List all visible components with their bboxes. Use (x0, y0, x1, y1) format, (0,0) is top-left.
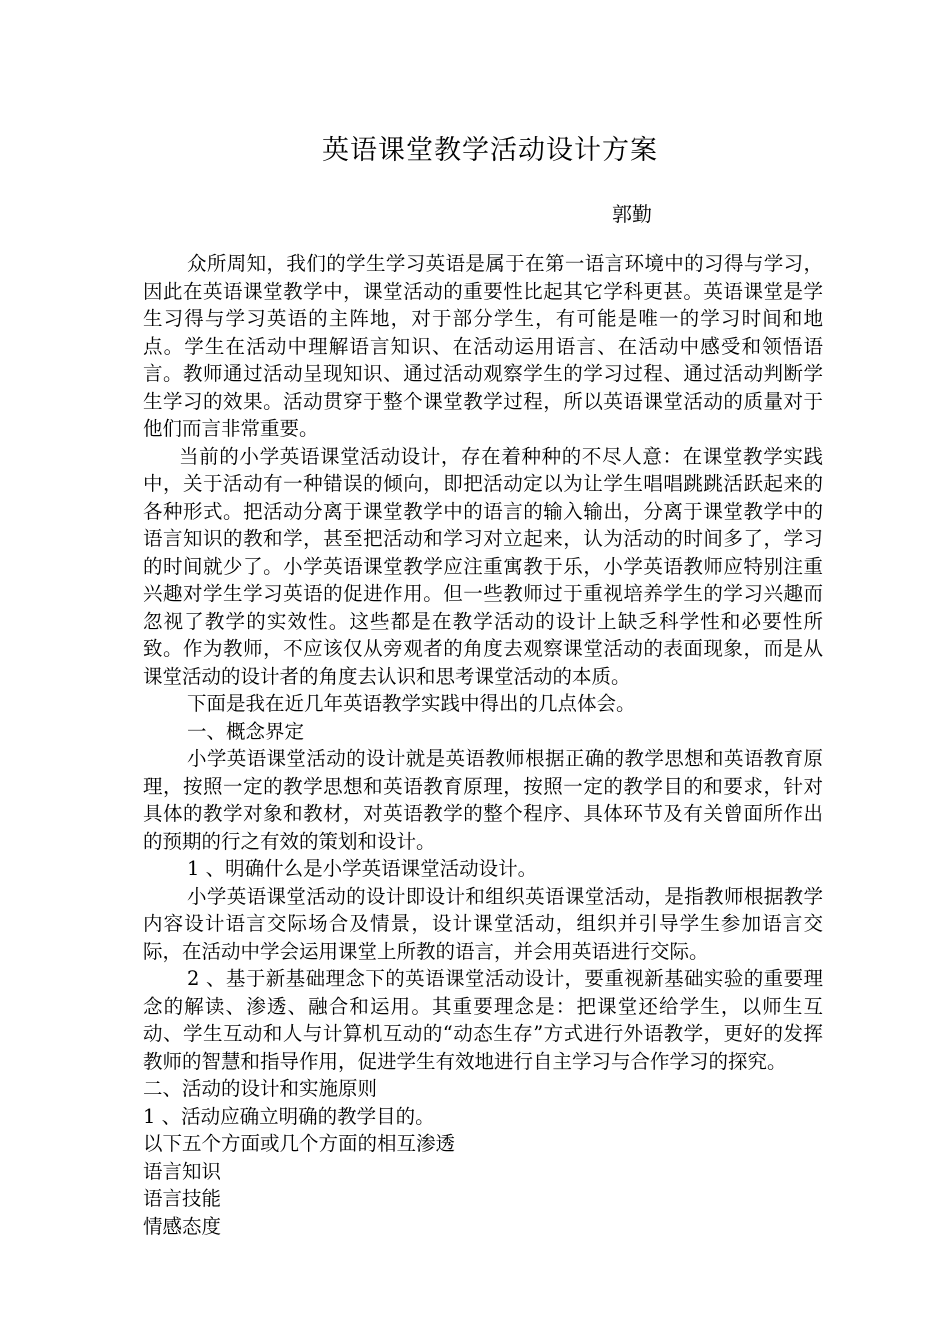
paragraph-intro: 众所周知，我们的学生学习英语是属于在第一语言环境中的习得与学习，因此在英语课堂教学中，课堂活动的重要性比起其它学科更甚。英语课堂是学生习得与学习英语的主阵地，对于部分学生，有可能是唯一的学习时间和地点。学生在活动中理解语言知识、在活动运用语言、在活动中感受和领悟语言。教师通过活动呈现知识、通过活动观察学生的学习过程、通过活动判断学生学习的效果。活动贯穿于整个课堂教学过程，所以英语课堂活动的质量对于他们而言非常重要。 (143, 252, 823, 440)
subheading-clear-goal: 1 、活动应确立明确的教学目的。 (143, 1104, 435, 1128)
section-heading-concept: 一、概念界定 (187, 719, 305, 743)
list-item: 情感态度 (143, 1214, 222, 1238)
document-title: 英语课堂教学活动设计方案 (322, 135, 658, 166)
list-intro: 以下五个方面或几个方面的相互渗透 (143, 1132, 456, 1155)
paragraph-design-explanation: 小学英语课堂活动的设计即设计和组织英语课堂活动，是指教师根据教学内容设计语言交际场合及情景，设计课堂活动，组织并引导学生参加语言交际，在活动中学会运用课堂上所教的语言，并会用英语进行交际。 (143, 884, 823, 963)
paragraph-experience: 下面是我在近几年英语教学实践中得出的几点体会。 (187, 692, 636, 715)
section-heading-principles: 二、活动的设计和实施原则 (143, 1077, 378, 1100)
list-item: 语言知识 (143, 1159, 222, 1183)
author-name: 郭勤 (612, 202, 652, 226)
paragraph-new-basic-concept: 2 、基于新基础理念下的英语课堂活动设计，要重视新基础实验的重要理念的解读、渗透、融合和运用。其重要理念是：把课堂还给学生，以师生互动、学生互动和人与计算机互动的“动态生存”方式进行外语教学，更好的发挥教师的智慧和指导作用，促进学生有效地进行自主学习与合作学习的探究。 (143, 967, 823, 1073)
paragraph-concept-definition: 小学英语课堂活动的设计就是英语教师根据正确的教学思想和英语教育原理，按照一定的教学思想和英语教育原理，按照一定的教学目的和要求，针对具体的教学对象和教材，对英语教学的整个程序、具体环节及有关曾面所作出的预期的行之有效的策划和设计。 (143, 747, 823, 853)
list-item: 语言技能 (143, 1187, 222, 1210)
subheading-what-is-design: 1 、明确什么是小学英语课堂活动设计。 (187, 857, 538, 880)
paragraph-current-situation: 当前的小学英语课堂活动设计，存在着种种的不尽人意：在课堂教学实践中，关于活动有一种错误的倾向，即把活动定以为让学生唱唱跳跳活跃起来的各种形式。把活动分离于课堂教学中的语言的输入输出，分离于课堂教学中的语言知识的教和学，甚至把活动和学习对立起来，认为活动的时间多了，学习的时间就少了。小学英语课堂教学应注重寓教于乐，小学英语教师应特别注重兴趣对学生学习英语的促进作用。但一些教师过于重视培养学生的学习兴趣而忽视了教学的实效性。这些都是在教学活动的设计上缺乏科学性和必要性所致。作为教师，不应该仅从旁观者的角度去观察课堂活动的表面现象，而是从课堂活动的设计者的角度去认识和思考课堂活动的本质。 (143, 444, 823, 688)
document-body (143, 250, 823, 1240)
